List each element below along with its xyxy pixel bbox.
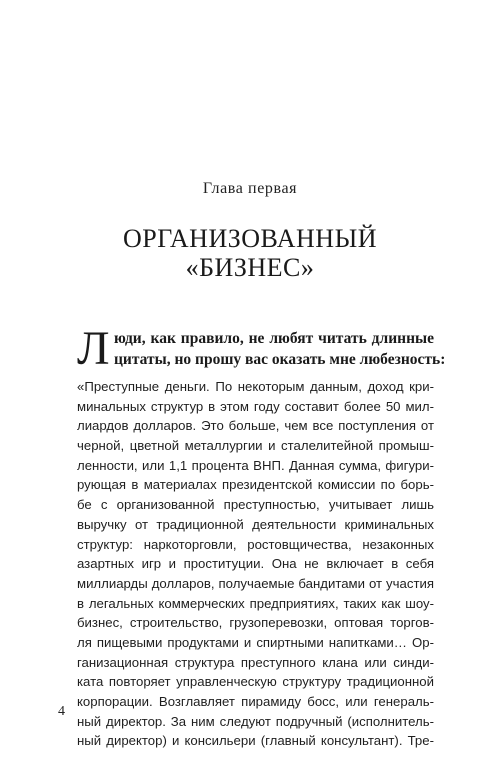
text-line: выручку от традиционной деятельности криминальных	[77, 516, 434, 532]
quote-paragraph	[77, 377, 434, 751]
text-line: рующая в материалах президентской комиссии по борь-	[77, 477, 434, 493]
text-line: ганизационная структура преступного клана или синди-	[77, 654, 434, 670]
intro-paragraph	[77, 322, 446, 375]
chapter-title-line-2: «БИЗНЕС»	[185, 253, 315, 282]
text-line: корпорации. Возглавляет пирамиду босс, или генераль-	[77, 694, 434, 709]
text-line: азартных игр и проституции. Она не включает в себя	[77, 556, 434, 572]
text-line: ный директор. За ним следуют подручный (исполнитель-	[77, 713, 434, 729]
text-line: черной, цветной металлургии и сталелитейной промыш-	[77, 438, 434, 454]
chapter-label: Глава первая	[202, 180, 298, 197]
text-line: лиардов долларов. Это больше, чем все поступления от	[77, 418, 434, 434]
text-line: миллиарды долларов, получаемые бандитами от участия	[77, 575, 434, 591]
page-number: 4	[58, 704, 65, 719]
text-line: ката повторяет управленческую структуру традиционной	[77, 674, 434, 690]
drop-cap: Л	[77, 322, 110, 375]
intro-line-2: цитаты, но прошу вас оказать мне любезность:	[114, 351, 446, 368]
text-line: структур: наркоторговли, ростовщичества, незаконных	[77, 536, 434, 552]
text-line: в легальных коммерческих предприятиях, таких как шоу-	[77, 595, 434, 611]
intro-line-1: юди, как правило, не любят читать длинные	[114, 330, 434, 347]
text-line: ленности, или 1,1 процента ВНП. Данная сумма, фигури-	[77, 457, 434, 473]
text-line: «Преступные деньги. По некоторым данным, доход кри-	[77, 379, 434, 394]
text-line: ля пищевыми продуктами и спиртными напитками… Ор-	[77, 634, 434, 650]
text-line: бе с организованной преступностью, учитывает лишь	[77, 497, 434, 513]
text-line: минальных структур в этом году составит более 50 мил-	[77, 398, 434, 414]
text-line: бизнес, строительство, грузоперевозки, оптовая торгов-	[77, 615, 434, 631]
chapter-title-line-1: ОРГАНИЗОВАННЫЙ	[122, 224, 378, 253]
text-line: ный директор) и консильери (главный консультант). Тре-	[77, 733, 434, 749]
chapter-title	[0, 224, 500, 282]
